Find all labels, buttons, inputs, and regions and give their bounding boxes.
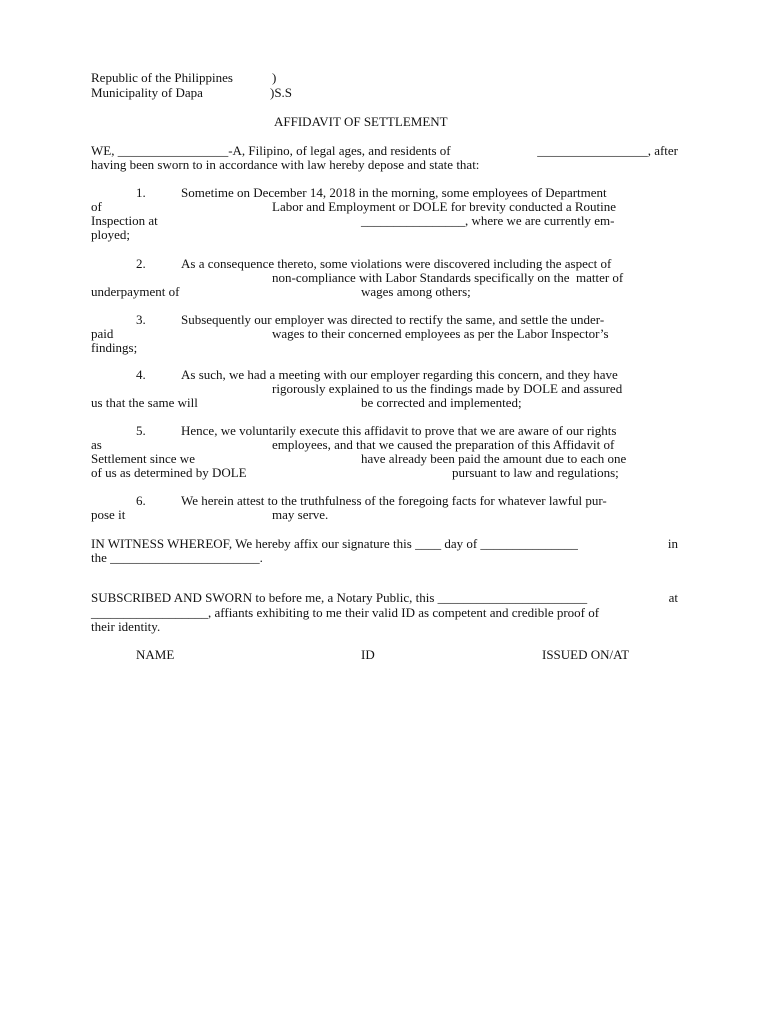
witness-line-2: the _______________________. (91, 550, 263, 565)
item-4-line-3-lead: us that the same will (91, 395, 198, 410)
item-5-line-2: employees, and that we caused the preparation of this Affidavit of (272, 437, 615, 452)
item-2-number: 2. (136, 256, 146, 271)
republic-line: Republic of the Philippines (91, 70, 233, 85)
item-5-number: 5. (136, 423, 146, 438)
column-name: NAME (136, 647, 175, 662)
item-3-line-3: findings; (91, 340, 138, 355)
column-id: ID (361, 647, 375, 662)
item-1-line-3-lead: Inspection at (91, 213, 158, 228)
item-3-line-1: Subsequently our employer was directed to rectify the same, and settle the under- (181, 312, 605, 327)
document-title: AFFIDAVIT OF SETTLEMENT (274, 114, 448, 129)
intro-line-2: having been sworn to in accordance with law hereby depose and state that: (91, 157, 480, 172)
item-5-line-1: Hence, we voluntarily execute this affidavit to prove that we are aware of our rights (181, 423, 617, 438)
item-4-line-3: be corrected and implemented; (361, 395, 522, 410)
item-4-line-2: rigorously explained to us the findings made by DOLE and assured (272, 381, 623, 396)
column-issued: ISSUED ON/AT (542, 647, 630, 662)
item-6-line-2-lead: pose it (91, 507, 126, 522)
item-1-line-1: Sometime on December 14, 2018 in the morning, some employees of Department (181, 185, 607, 200)
item-5-line-3: have already been paid the amount due to each one (361, 451, 627, 466)
item-4-line-1: As such, we had a meeting with our employer regarding this concern, and they have (181, 367, 618, 382)
municipality-ss: )S.S (270, 85, 293, 100)
item-2-line-2: non-compliance with Labor Standards specifically on the matter of (272, 270, 624, 285)
item-5-line-4-lead: of us as determined by DOLE (91, 465, 247, 480)
item-5-line-3-lead: Settlement since we (91, 451, 195, 466)
item-6-line-1: We herein attest to the truthfulness of the foregoing facts for whatever lawful pur- (181, 493, 607, 508)
item-2-line-1: As a consequence thereto, some violations were discovered including the aspect of (181, 256, 612, 271)
item-2-line-3-lead: underpayment of (91, 284, 180, 299)
item-1-number: 1. (136, 185, 146, 200)
item-5-line-4: pursuant to law and regulations; (452, 465, 619, 480)
municipality-line: Municipality of Dapa (91, 85, 203, 100)
item-6-line-2: may serve. (272, 507, 329, 522)
sworn-line-2: __________________, affiants exhibiting to me their valid ID as competent and credible proof of (91, 605, 600, 620)
item-3-number: 3. (136, 312, 146, 327)
sworn-line-1: SUBSCRIBED AND SWORN to before me, a Notary Public, this _______________________ at (91, 590, 678, 605)
item-5-line-2-lead: as (91, 437, 102, 452)
item-1-line-2-lead: of (91, 199, 102, 214)
intro-line-1: WE, _________________-A, Filipino, of legal ages, and residents of _________________, after (91, 143, 678, 158)
item-6-number: 6. (136, 493, 146, 508)
witness-line-1: IN WITNESS WHEREOF, We hereby affix our signature this ____ day of _______________ in (91, 536, 678, 551)
item-1-line-4: ployed; (91, 227, 130, 242)
item-4-number: 4. (136, 367, 146, 382)
republic-paren: ) (272, 70, 277, 85)
item-3-line-2: wages to their concerned employees as per the Labor Inspector’s (272, 326, 609, 341)
sworn-line-3: their identity. (91, 619, 161, 634)
item-2-line-3: wages among others; (361, 284, 471, 299)
item-3-line-2-lead: paid (91, 326, 114, 341)
item-1-line-3: ________________, where we are currently em- (361, 213, 615, 228)
item-1-line-2: Labor and Employment or DOLE for brevity conducted a Routine (272, 199, 617, 214)
